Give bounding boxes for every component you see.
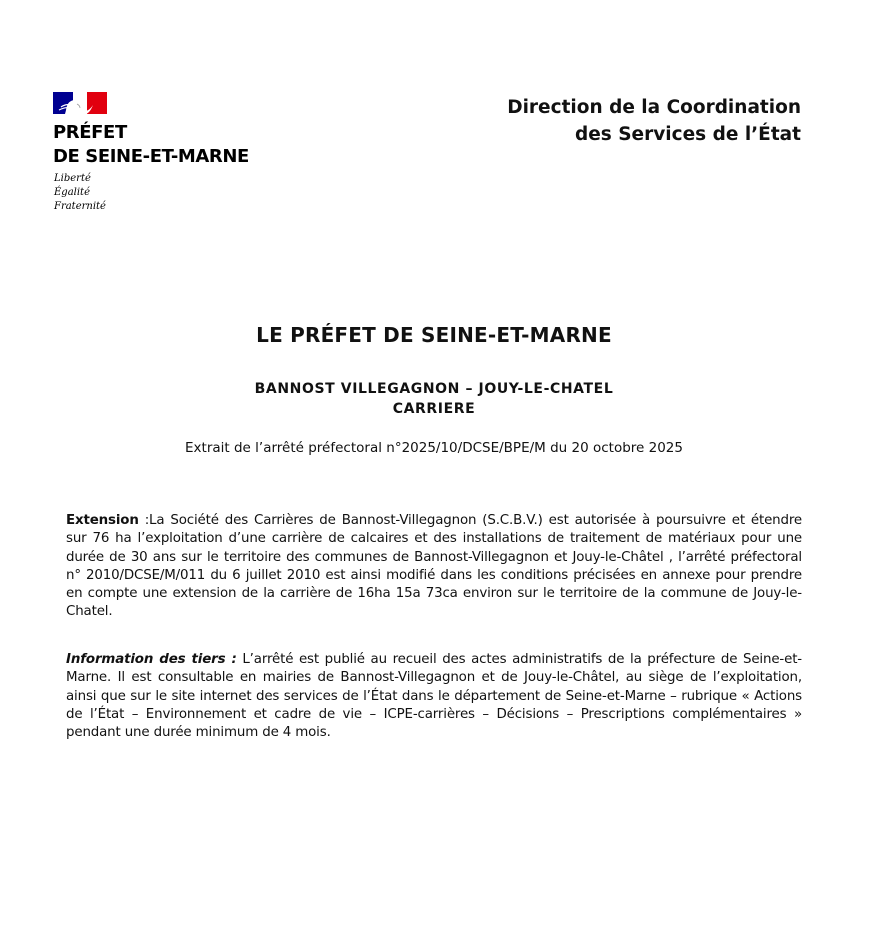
republic-motto (54, 172, 106, 214)
page-title: LE PRÉFET DE SEINE-ET-MARNE (256, 323, 612, 347)
information-label: Information des tiers : (66, 652, 237, 667)
subtitle-line-1: BANNOST VILLEGAGNON – JOUY-LE-CHATEL (254, 381, 614, 397)
information-text: L’arrêté est publié au recueil des actes administratifs de la préfecture de Seine-et-Marne. Il est consultable en mairies de Bannost-Villegagnon et de Jouy-le-Châtel, au siège de l’exploitation, ainsi que sur le site internet des services de l’État dans le département de Seine-et-Marne – rubrique « Actions de l’État – Environnement et cadre de vie – ICPE-carrières – Décisions – Prescriptions complémentaires » pendant une durée minimum de 4 mois. (66, 652, 802, 741)
motto-liberte: Liberté (54, 173, 91, 184)
decree-reference: Extrait de l’arrêté préfectoral n°2025/10/DCSE/BPE/M du 20 octobre 2025 (185, 440, 683, 456)
motto-fraternite: Fraternité (54, 201, 106, 212)
extension-text: :La Société des Carrières de Bannost-Villegagnon (S.C.B.V.) est autorisée à poursuivre et étendre sur 76 ha l’exploitation d’une carrière de calcaires et des installations de traitement de matériaux pour une durée de 30 ans sur le territoire des communes de Bannost-Villegagnon et Jouy-le-Châtel , l’arrêté préfectoral n° 2010/DCSE/M/011 du 6 juillet 2010 est ainsi modifié dans les conditions précisées en annexe pour prendre en compte une extension de la carrière de 16ha 15a 73ca environ sur le territoire de la commune de Jouy-le-Chatel. (66, 513, 802, 620)
prefet-line-2: DE SEINE-ET-MARNE (53, 146, 249, 167)
prefecture-name (53, 121, 249, 169)
information-paragraph (66, 651, 802, 742)
marianne-flag-icon (53, 92, 107, 114)
extension-label: Extension (66, 513, 139, 528)
motto-egalite: Égalité (54, 187, 90, 198)
direction-line-2: des Services de l’État (574, 124, 801, 145)
subtitle-line-2: CARRIERE (392, 401, 476, 417)
direction-heading (507, 94, 801, 148)
direction-line-1: Direction de la Coordination (507, 97, 801, 118)
prefet-line-1: PRÉFET (53, 122, 127, 143)
extension-paragraph (66, 512, 802, 622)
document-subtitle (0, 379, 868, 419)
